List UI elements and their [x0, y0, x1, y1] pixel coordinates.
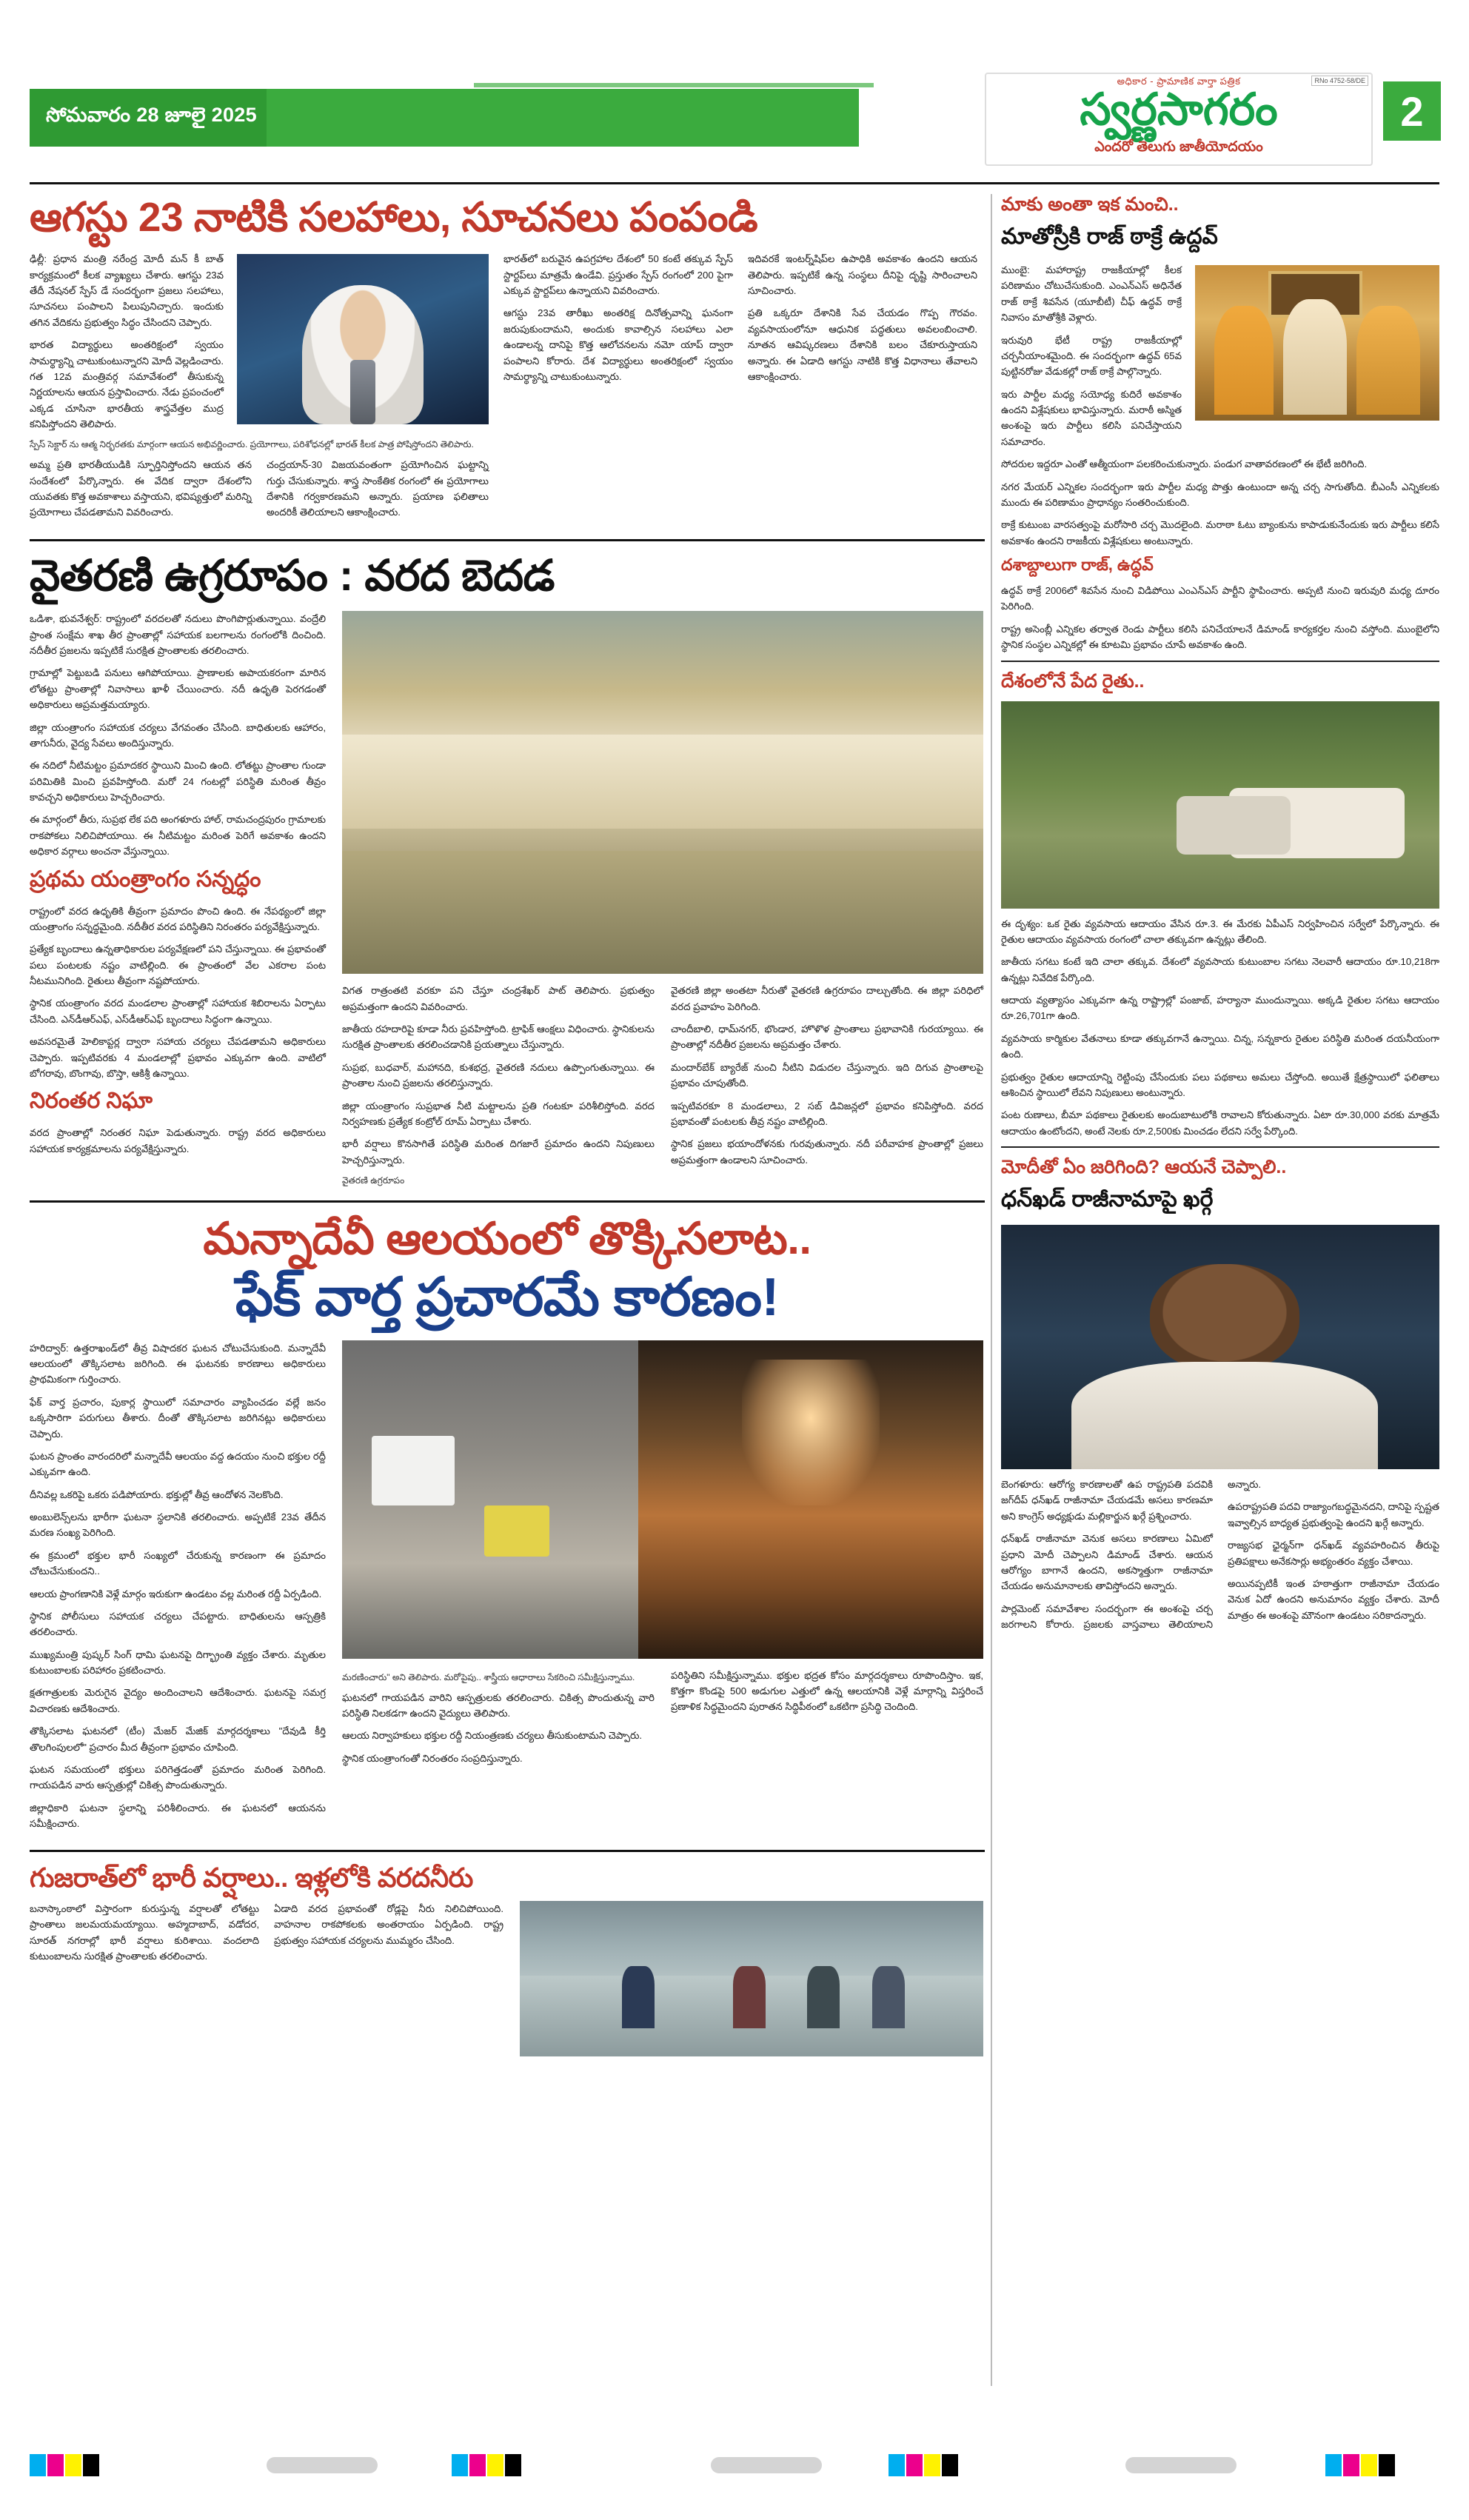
story2-c1b-p1: ప్రత్యేక బృందాలు ఉన్నతాధికారుల పర్యవేక్షణలో పని చేస్తున్నాయి. ఈ ప్రభావంతో పలు పంటలకు నష్టం వాటిల్లింది. ఈ ప్రాంతంలో వేల ఎకరాల పంట నీటమునిగింది. రైతులు తీవ్రంగా నష్టపోయారు. [30, 943, 326, 987]
r-s1b-p0: ఉద్ధవ్ ఠాక్రే 2006లో శివసేన నుంచి విడిపోయి ఎంఎన్ఎస్ పార్టీని స్థాపించారు. అప్పటి నుంచి ఇరువురి మధ్య దూరం పెరిగింది. [1001, 585, 1439, 612]
story2-c3-p0: వైతరణి జిల్లా అంతటా నీరుతో వైతరణి ఉగ్రరూపం దాల్చుతోంది. ఈ జిల్లా పరిధిలో వరద ప్రవాహం పెరిగింది. [671, 985, 983, 1012]
story1-photo-modi [237, 254, 489, 424]
story-gujarat-rains [30, 1862, 985, 2056]
r-story2-photo-farmer [1001, 701, 1439, 909]
story1-para-3: చంద్రయాన్-30 విజయవంతంగా ప్రయోగించిన ఘట్టాన్ని గుర్తు చేసుకున్నారు. శాస్త్ర సాంకేతిక రంగంలో ఈ ప్రయోగాలు దేశానికి గర్వకారణమని అన్నారు. ప్రయాణ ఫలితాలు అందరికీ తెలియాలని ఆకాంక్షించారు. [267, 459, 489, 518]
story1-headline: ఆగస్టు 23 నాటికి సలహాలు, సూచనలు పంపండి [30, 194, 758, 240]
story4-body [30, 1901, 503, 1965]
r-s1-p1: ఇరువురి భేటీ రాష్ట్ర రాజకీయాల్లో చర్చనీయాంశమైంది. ఈ సందర్భంగా ఉద్ధవ్ 65వ పుట్టినరోజు వేడుకల్లో రాజ్ ఠాక్రే పాల్గొన్నారు. [1001, 334, 1182, 378]
page-number: 2 [1383, 81, 1441, 141]
story1-para2-2: ఇదివరకే ఇంటర్న్‌షిప్‌ల ఉపాధికి అవకాశం ఉందని ఆయన తెలిపారు. ఇప్పటికే ఉన్న సంస్థలు దీనిపై దృష్టి సారించాలని సూచించారు. [748, 253, 977, 296]
color-swatch-yellow-3 [924, 2454, 940, 2476]
story3-body-c3 [671, 1668, 983, 1715]
story2-c2-p4: భారీ వర్షాలు కొనసాగితే పరిస్థితి మరింత దిగజారే ప్రమాదం ఉందని నిపుణులు హెచ్చరిస్తున్నారు. [342, 1138, 655, 1166]
story3-c2-p2: స్థానిక యంత్రాంగంతో నిరంతరం సంప్రదిస్తున్నారు. [342, 1752, 523, 1764]
r-story1-photo [1195, 265, 1439, 421]
r-story2-kicker: దేశంలోనే పేద రైతు.. [1001, 670, 1145, 692]
story2-photo-flood [342, 611, 983, 974]
story2-c1-p1: గ్రామాల్లో పెట్టుబడి పనులు ఆగిపోయాయి. ప్రాణాలకు అపాయకరంగా మారిన లోతట్టు ప్రాంతాల్లో నివాసాలు ఖాళీ చేయించారు. నదీ ఉధృతి పెరగడంతో అధికారులు అప్రమత్తమయ్యారు. [30, 667, 326, 711]
story-vaitarani-flood [30, 552, 985, 1203]
story1-para-0: ఢిల్లీ: ప్రధాన మంత్రి నరేంద్ర మోదీ మన్ కీ బాత్ కార్యక్రమంలో కీలక వ్యాఖ్యలు చేశారు. ఆగస్టు 23వ తేదీ నేషనల్ స్పేస్ డే సందర్భంగా ప్రజలు సలహాలు, సూచనలు పంపాలని పిలుపునిచ్చారు. ఇందుకు తగిన వేదికను ప్రభుత్వం సిద్ధం చేసిందని చెప్పారు. [30, 253, 224, 328]
story3-c1b-p2: తొక్కిసలాట ఘటనలో (టీం) మేజర్ మేజిక్ మార్గదర్శకాలు "దేవుడి కీర్తి తొలగింపులలో" ప్రచారం మీద తీవ్రంగా ప్రభావం చూపింది. [30, 1725, 326, 1753]
r-story2-body [1001, 916, 1439, 1140]
color-swatch-yellow-4 [1361, 2454, 1377, 2476]
r-s2-p5: పంట రుణాలు, బీమా పథకాలు రైతులకు అందుబాటులోకి రావాలని కోరుతున్నారు. ఏటా రూ.30,000 వరకు మాత్రమే ఆదాయం ఉంటోందని, అంటే నెలకు రూ.2,500కు మించడం లేదని సర్వే పేర్కొంది. [1001, 1109, 1439, 1137]
story3-headline-line2: ఫేక్ వార్త ప్రచారమే కారణం! [235, 1267, 779, 1327]
color-swatch-cyan-3 [889, 2454, 905, 2476]
story3-divider [30, 1850, 985, 1852]
story3-c1-p2: ఘటన ప్రాంతం వారందరిలో మన్నాదేవీ ఆలయం వద్ద ఉదయం నుంచి భక్తుల రద్దీ ఎక్కువగా ఉంది. [30, 1450, 326, 1478]
story2-body-c3 [671, 983, 983, 1168]
story3-c1b-p3: ఘటన సమయంలో భక్తులు పరిగెత్తడంతో ప్రమాదం మరింత పెరిగింది. గాయపడిన వారు ఆస్పత్రుల్లో చికిత్స పొందుతున్నారు. [30, 1763, 326, 1791]
story2-nigha-p: వరద ప్రాంతాల్లో నిరంతర నిఘా పెడుతున్నారు. రాష్ట్ర వరద అధికారులు సహాయక కార్యక్రమాలను పర్యవేక్షిస్తున్నారు. [30, 1127, 326, 1154]
story2-sub2: నిరంతర నిఘా [30, 1089, 153, 1114]
r-story1-headline: మాతోస్రీకి రాజ్ ఠాక్రే ఉద్దవ్ [1001, 224, 1218, 249]
story4-p0: బనాస్కాంఠాలో విస్తారంగా కురుస్తున్న వర్షాలతో లోతట్టు ప్రాంతాలు జలమయమయ్యాయి. అహ్మదాబాద్, వడోదర, సూరత్ నగరాల్లో భారీ వర్షాలు కురిశాయి. వందలాది కుటుంబాలను సురక్షిత ప్రాంతాలకు తరలించారు. [30, 1902, 259, 1962]
story1-body-left2 [30, 457, 489, 527]
story2-c1-p4: ఈ మార్గంలో తీరు, సుప్రభ లేక పది అంగళూరు హాల్, రామచంద్రపురం గ్రామాలకు రాకపోకలు నిలిచిపోయాయి. ఈ నీటిమట్టం మరింత పెరిగే అవకాశం ఉందని అధికార వర్గాలు అంచనా వేస్తున్నాయి. [30, 814, 326, 858]
story3-photo-caption: మరణించారు" అని తెలిపారు. మరోపైపు.. శాస్త్రీయ ఆధారాలు సేకరించి సమీక్షిస్తున్నాము. [342, 1671, 635, 1682]
color-swatch-black-3 [942, 2454, 958, 2476]
r-story1-body2 [1001, 583, 1439, 653]
r-s1-p3: సోదరుల ఇద్దరూ ఎంతో ఆత్మీయంగా పలకరించుకున్నారు. పండుగ వాతావరణంలో ఈ భేటీ జరిగింది. [1001, 458, 1368, 470]
story3-headline-line1: మన్నాదేవీ ఆలయంలో తొక్కిసలాట.. [203, 1213, 812, 1263]
story3-c1-p1: ఫేక్ వార్త ప్రచారం, పుకార్ల స్థాయిలో సమాచారం వ్యాపించడం వల్లే జనం ఒక్కసారిగా పరుగులు తీశారు. దీంతో తొక్కిసలాట జరిగినట్లు అధికారులు చెప్పారు. [30, 1396, 326, 1440]
story2-c2-p1: జాతీయ రహదారిపై కూడా నీరు ప్రవహిస్తోంది. ట్రాఫిక్ ఆంక్షలు విధించారు. స్థానికులను సురక్షిత ప్రాంతాలకు తరలించడానికి ప్రయత్నాలు చేస్తున్నారు. [342, 1023, 655, 1051]
story-temple-stampede [30, 1213, 985, 1853]
story1-para-1: భారత విద్యార్థులు అంతరిక్షంలో స్వయం సామర్థ్యాన్ని చాటుకుంటున్నారని మోదీ వెల్లడించారు. గత 12వ మంత్రివర్గ సమావేశంలో తీసుకున్న నిర్ణయాలను ఆయన ప్రస్తావించారు. నేడు ప్రపంచంలో ఎక్కడ చూసినా భారతీయ శాస్త్రవేత్తల ముద్ర కనిపిస్తోందని తెలిపారు. [30, 339, 224, 430]
story4-photo-flooded-street [520, 1901, 983, 2056]
story4-p1: ఏడాది వరద ప్రభావంతో రోడ్లపై నీరు నిలిచిపోయింది. వాహనాల రాకపోకలకు అంతరాయం ఏర్పడింది. రాష్ట్ర ప్రభుత్వం సహాయక చర్యలను ముమ్మరం చేసింది. [274, 1902, 503, 1946]
story2-c2-p0: విగత రాత్రంతటి వరకూ పని చేస్తూ చంద్రశేఖర్ పాట్ తెలిపారు. ప్రభుత్వం అప్రమత్తంగా ఉందని వివరించారు. [342, 985, 655, 1012]
r-s3-p2: పార్లమెంట్ సమావేశాల సందర్భంగా ఈ అంశంపై చర్చ జరగాలని కోరారు. ప్రజలకు వాస్తవాలు తెలియాలని అన్నారు. [1001, 1479, 1262, 1630]
r-s2-p1: జాతీయ సగటు కంటే ఇది చాలా తక్కువ. దేశంలో వ్యవసాయ కుటుంబాల సగటు నెలవారీ ఆదాయం రూ.10,218గా ఉన్నట్లు నివేదిక పేర్కొంది. [1001, 956, 1439, 983]
r-story3-kicker: మోదీతో ఏం జరిగింది? ఆయనే చెప్పాలి.. [1001, 1157, 1287, 1177]
story3-c1-p5: ఈ క్రమంలో భక్తుల భారీ సంఖ్యలో చేరుకున్న కారణంగా ఈ ప్రమాదం చోటుచేసుకుందని.. [30, 1549, 326, 1577]
right-column [1001, 194, 1439, 1641]
story2-c3-p4: స్థానిక ప్రజలు భయాందోళనకు గురవుతున్నారు. నదీ పరీవాహక ప్రాంతాల్లో ప్రజలు అప్రమత్తంగా ఉండాలని సూచించారు. [671, 1138, 983, 1166]
r-s1-p4: నగర మేయర్ ఎన్నికల సందర్భంగా ఇరు పార్టీల మధ్య పొత్తు ఉంటుందా అన్న చర్చ సాగుతోంది. బీఎంసీ ఎన్నికలకు ముందు ఈ పరిణామం ప్రాధాన్యం సంతరించుకుంది. [1001, 481, 1439, 508]
story1-para2-3: ప్రతి ఒక్కరూ దేశానికి సేవ చేయడం గొప్ప గౌరవం. వ్యవసాయంలోనూ ఆధునిక పద్ధతులు అవలంబించాలి. నూతన ఆవిష్కరణలు దేశానికి బలం చేకూరుస్తాయని అన్నారు. ఈ ఏడాది ఆగస్టు నాటికి కొత్త విధానాలు తేవాలని ఆకాంక్షించారు. [748, 307, 977, 382]
story-thackeray-meeting [1001, 194, 1439, 662]
story3-c1-p3: దీనివల్ల ఒకరిపై ఒకరు పడిపోయారు. భక్తుల్లో తీవ్ర ఆందోళన నెలకొంది. [30, 1488, 284, 1500]
color-swatch-magenta [47, 2454, 64, 2476]
story2-headline: వైతరణి ఉగ్రరూపం : వరద బెదడ [30, 551, 555, 600]
r-s3-p1: ధన్‌ఖడ్ రాజీనామా వెనుక అసలు కారణాలు ఏమిటో ప్రధాని మోదీ చెప్పాలని డిమాండ్ చేశారు. ఆయన ఆరోగ్యం బాగానే ఉందని, అకస్మాత్తుగా రాజీనామా చేయడం అనుమానాలకు తావిస్తోందని అన్నారు. [1001, 1533, 1213, 1592]
story1-photo-caption: స్పేస్ సెక్టార్ ను ఆత్మ నిర్భరతకు మార్గంగా ఆయన అభివర్ణించారు. ప్రయోగాలు, పరిశోధనల్లో భారత్ కీలక పాత్ర పోషిస్తోందని తెలిపారు. [30, 439, 474, 450]
story2-c1b-p0: రాష్ట్రంలో వరద ఉధృతికి తీవ్రంగా ప్రమాదం పొంచి ఉంది. ఈ నేపథ్యంలో జిల్లా యంత్రాంగం సన్నద్ధమైంది. నదీతీర వరద పరిస్థితిని నిరంతరం పర్యవేక్షిస్తున్నారు. [30, 905, 326, 932]
story1-para2-0: భారత్‌లో బరువైన ఉపగ్రహాల దేశంలో 50 కంటే తక్కువ స్పేస్ స్టార్టప్‌లు మాత్రమే ఉండేవి. ప్రస్తుతం స్పేస్ రంగంలో 200 పైగా ఎక్కువ స్టార్టప్‌లు ఉన్నాయని వివరించారు. [503, 253, 733, 296]
story3-c2-p0: ఘటనలో గాయపడిన వారిని ఆస్పత్రులకు తరలించారు. చికిత్స పొందుతున్న వారి పరిస్థితి నిలకడగా ఉందని వైద్యులు తెలిపారు. [342, 1691, 655, 1719]
color-swatch-black-4 [1379, 2454, 1395, 2476]
registration-gray-1 [267, 2457, 378, 2473]
r-s3-p4: రాజ్యసభ ఛైర్మన్‌గా ధన్‌ఖడ్ వ్యవహరించిన తీరుపై ప్రతిపక్షాలు అనేకసార్లు అభ్యంతరం వ్యక్తం చేశాయి. [1228, 1540, 1439, 1567]
color-swatch-yellow [65, 2454, 81, 2476]
r-story1-kicker: మాకు అంతా ఇక మంచి.. [1001, 194, 1179, 215]
story2-body-c2 [342, 983, 655, 1168]
registration-gray-3 [1125, 2457, 1237, 2473]
color-swatch-cyan [30, 2454, 46, 2476]
story2-c1-p3: ఈ నదిలో నీటిమట్టం ప్రమాదకర స్థాయిని మించి ఉంది. లోతట్టు ప్రాంతాల గుండా పరిమితికి మించి ప్రవహిస్తోంది. మరో 24 గంటల్లో పరిస్థితి మరింత తీవ్రం కావచ్చని అధికారులు హెచ్చరించారు. [30, 760, 326, 803]
story-poor-farmer [1001, 671, 1439, 1149]
color-swatch-cyan-2 [452, 2454, 468, 2476]
story2-c3-p2: మందార్‌బేక్ బ్యారేజ్ నుంచి నీటిని విడుదల చేస్తున్నారు. ఇది దిగువ ప్రాంతాలపై ప్రభావం చూపుతోంది. [671, 1061, 983, 1089]
story3-c1-p7: స్థానిక పోలీసులు సహాయక చర్యలు చేపట్టారు. బాధితులను ఆస్పత్రికి తరలించారు. [30, 1610, 326, 1638]
story3-c1b-p1: క్షతగాత్రులకు మెరుగైన వైద్యం అందించాలని ఆదేశించారు. ఘటనపై సమగ్ర విచారణకు ఆదేశించారు. [30, 1687, 326, 1714]
left-column [30, 194, 985, 2065]
color-swatch-black-2 [505, 2454, 521, 2476]
story1-body-right [503, 251, 977, 391]
registration-badge: RNo 4752-58/DE [1311, 76, 1368, 86]
story2-body-nigha [30, 1125, 326, 1157]
story2-photo-caption: వైతరణి ఉగ్రరూపం [342, 1175, 405, 1186]
masthead-date: సోమవారం 28 జూలై 2025 [46, 104, 257, 126]
story3-c3-p0: పరిస్థితిని సమీక్షిస్తున్నాము. భక్తుల భద్రత కోసం మార్గదర్శకాలు రూపొందిస్తాం. ఇక, కొత్తగా కొండపై 500 అడుగుల ఎత్తులో ఉన్న ఆలయానికి వెళ్లే మార్గాన్ని విస్తరించే ప్రణాళిక సిద్ధమైందని పురాతన సిద్ధిపీఠంలో ఒకటిగా ప్రసిద్ధి చెందింది. [671, 1669, 983, 1713]
color-swatch-magenta-2 [469, 2454, 486, 2476]
r-story1-divider [1001, 661, 1439, 662]
masthead-bottom-rule [30, 182, 1439, 184]
r-s2-p2: ఆదాయ వ్యత్యాసం ఎక్కువగా ఉన్న రాష్ట్రాల్లో పంజాబ్, హర్యానా ముందున్నాయి. అక్కడి రైతుల సగటు ఆదాయం రూ.26,701గా ఉంది. [1001, 995, 1439, 1022]
color-swatch-magenta-3 [906, 2454, 923, 2476]
r-s1b-p1: రాష్ట్ర అసెంబ్లీ ఎన్నికల తర్వాత రెండు పార్టీలు కలిసి పనిచేయాలనే డిమాండ్ కార్యకర్తల నుంచి వస్తోంది. ముంబైలోని స్థానిక సంస్థల ఎన్నికల్లో ఈ కూటమి ప్రభావం చూపే అవకాశం ఉంది. [1001, 623, 1439, 651]
r-s1-p5: ఠాక్రే కుటుంబ వారసత్వంపై మరోసారి చర్చ మొదలైంది. మరాఠా ఓటు బ్యాంకును కాపాడుకునేందుకు ఇరు పార్టీలు కలిసే అవకాశం ఉందని రాజకీయ విశ్లేషకులు అంటున్నారు. [1001, 519, 1439, 547]
r-story1-subhead: దశాబ్దాలుగా రాజ్, ఉద్ధవ్ [1001, 555, 1154, 574]
story-modi-space-day [30, 194, 985, 541]
story3-c1-p6: ఆలయ ప్రాంగణానికి వెళ్లే మార్గం ఇరుకుగా ఉండటం వల్ల మరింత రద్దీ ఏర్పడింది. [30, 1588, 322, 1600]
story3-c1b-p0: ముఖ్యమంత్రి పుష్కర్ సింగ్ ధామి ఘటనపై దిగ్భ్రాంతి వ్యక్తం చేశారు. మృతుల కుటుంబాలకు పరిహారం ప్రకటించారు. [30, 1648, 326, 1677]
masthead [0, 0, 1469, 185]
paper-logo [985, 73, 1370, 169]
story3-photo-crowd [638, 1340, 983, 1659]
story2-c3-p3: ఇప్పటివరకూ 8 మండలాలు, 2 సబ్ డివిజన్లలో ప్రభావం కనిపిస్తోంది. వరద ప్రభావంతో పంటలకు తీవ్ర నష్టం వాటిల్లింది. [671, 1100, 983, 1127]
story1-para2-1: ఆగస్టు 23వ తారీఖు అంతరిక్ష దినోత్సవాన్ని ఘనంగా జరుపుకుందామని, అందుకు కావాల్సిన సలహాలు ఎలా ఉండాలన్న దానిపై కొత్త ఆలోచనలను నమో యాప్ ద్వారా పంపాలని కోరారు. దేశ విద్యార్థులు అంతరిక్షంలో స్వయం సామర్థ్యాన్ని చాటుకుంటున్నారు. [503, 307, 733, 382]
story3-c1-p0: హరిద్వార్: ఉత్తరాఖండ్‌లో తీవ్ర విషాదకర ఘటన చోటుచేసుకుంది. మన్నాదేవీ ఆలయంలో తొక్కిసలాట జరిగింది. ఈ ఘటనకు కారణాలు అధికారులు ప్రాథమికంగా గుర్తించారు. [30, 1342, 326, 1386]
color-swatch-yellow-2 [487, 2454, 503, 2476]
r-s3-p3: ఉపరాష్ట్రపతి పదవి రాజ్యాంగబద్ధమైనదని, దానిపై స్పష్టత ఇవ్వాల్సిన బాధ్యత ప్రభుత్వంపై ఉందని ఖర్గే అన్నారు. [1228, 1501, 1439, 1528]
paper-tagline: ఎందరో తెలుగు జాతీయోదయం [1094, 139, 1263, 155]
print-registration-bar [0, 2444, 1469, 2496]
story3-c1-p4: అంబులెన్స్‌లను భారీగా ఘటనా స్థలానికి తరలించారు. అప్పటికే 23వ తేదీన మరణ సంఖ్య పెరిగింది. [30, 1511, 326, 1539]
story2-c1-p2: జిల్లా యంత్రాంగం సహాయక చర్యలు వేగవంతం చేసింది. బాధితులకు ఆహారం, తాగునీరు, వైద్య సేవలు అందిస్తున్నారు. [30, 721, 326, 749]
r-s1-p2: ఇరు పార్టీల మధ్య సయోధ్య కుదిరే అవకాశం ఉందని విశ్లేషకులు భావిస్తున్నారు. మరాఠీ అస్మిత అంశంపై ఇరు పార్టీలు కలిసి పనిచేస్తాయని సమాచారం. [1001, 388, 1182, 447]
r-story3-headline: ధన్‌ఖడ్ రాజీనామాపై ఖర్గే [1001, 1187, 1214, 1211]
r-s3-p5: అయినప్పటికీ ఇంత హఠాత్తుగా రాజీనామా చేయడం వెనుక ఏదో ఉందని అనుమానం వ్యక్తం చేశారు. మోదీ మాత్రం ఈ అంశంపై మౌనంగా ఉండటం సరికాదన్నారు. [1228, 1577, 1439, 1621]
story3-c1b-p4: జిల్లాధికారి ఘటనా స్థలాన్ని పరిశీలించారు. ఈ ఘటనలో ఆయనను సమీక్షించారు. [30, 1802, 326, 1830]
story3-body-c1 [30, 1340, 326, 1832]
story3-c2-p1: ఆలయ నిర్వాహకులు భక్తుల రద్దీ నియంత్రణకు చర్యలు తీసుకుంటామని చెప్పారు. [342, 1730, 643, 1742]
story3-photo-street [342, 1340, 638, 1659]
story2-c1b-p3: అవసరమైతే హెలికాప్టర్ల ద్వారా సహాయ చర్యలు చేపడతామని అధికారులు చెప్పారు. ఇప్పటివరకు 4 మండలాల్లో ప్రభావం ఎక్కువగా ఉంది. వాటిలో బోగరావు, బొంగావు, బొస్తా, ఆకిశ్రీ ఉన్నాయి. [30, 1036, 326, 1079]
r-s2-p3: వ్యవసాయ కార్మికుల వేతనాలు కూడా తక్కువగానే ఉన్నాయి. చిన్న, సన్నకారు రైతుల పరిస్థితి మరింత దయనీయంగా ఉంది. [1001, 1032, 1439, 1060]
r-s2-p0: ఈ దృశ్యం: ఒక రైతు వ్యవసాయ ఆదాయం వేసిన రూ.3. ఈ మేరకు ఏపీఎస్ నిర్వహించిన సర్వేలో పేర్కొన్నారు. ఈ రైతుల ఆదాయం వ్యవసాయ రంగంలో చాలా తక్కువగా ఉన్నట్లు తేలింది. [1001, 918, 1439, 945]
story2-divider [30, 1200, 985, 1203]
color-swatch-black [83, 2454, 99, 2476]
color-swatch-cyan-4 [1325, 2454, 1342, 2476]
r-story2-divider [1001, 1146, 1439, 1148]
story-dhankhar-resignation [1001, 1157, 1439, 1632]
r-s3-p0: బెంగళూరు: ఆరోగ్య కారణాలతో ఉప రాష్ట్రపతి పదవికి జగ్‌దీప్ ధన్‌ఖడ్ రాజీనామా చేయడమే అసలు కారణమా అని కాంగ్రెస్ అధ్యక్షుడు మల్లికార్జున ఖర్గే ప్రశ్నించారు. [1001, 1479, 1213, 1522]
story2-c1-p0: ఒడిశా, భువనేశ్వర్: రాష్ట్రంలో వరదలతో నదులు పొంగిపొర్లుతున్నాయి. వంద్రేలి ప్రాంత సంక్షేమ శాఖ తీర ప్రాంతాల్లో సహాయక బలగాలను రంగంలోకి దించింది. నదీతీర ప్రజలను ఇప్పటికే సురక్షిత ప్రాంతాలకు తరలించారు. [30, 613, 326, 657]
story4-headline: గుజరాత్‌లో భారీ వర్షాలు.. ఇళ్లలోకి వరదనీరు [30, 1862, 473, 1894]
r-story3-body [1001, 1477, 1439, 1632]
story3-body-c2 [342, 1690, 655, 1767]
story2-c2-p3: జిల్లా యంత్రాంగం సుప్రభాత నీటి మట్టాలను ప్రతి గంటకూ పరిశీలిస్తోంది. వరద నిర్వహణకు ప్రత్యేక కంట్రోల్ రూమ్ ఏర్పాటు చేశారు. [342, 1100, 655, 1127]
story2-body-c1 [30, 611, 326, 859]
story1-divider [30, 539, 985, 541]
story2-c2-p2: సుప్రభ, బుధవార్, మహానది, కుశభద్ర, వైతరణి నదులు ఉప్పొంగుతున్నాయి. ఈ ప్రాంతాల నుంచి ప్రజలను తరలిస్తున్నారు. [342, 1061, 655, 1089]
story2-c3-p1: చాందీబాలి, ధామ్‌నగర్, భొండార, హొళొళ ప్రాంతాలు ప్రభావానికి గురయ్యాయి. ఈ ప్రాంతాల్లో నదీతీర ప్రజలను అప్రమత్తం చేశారు. [671, 1023, 983, 1051]
paper-logo-box [985, 73, 1373, 166]
masthead-rule-light [474, 83, 874, 87]
story2-c1b-p2: స్థానిక యంత్రాంగం వరద మండలాల ప్రాంతాల్లో సహాయక శిబిరాలను ఏర్పాటు చేసింది. ఎన్‌డీఆర్‌ఎఫ్, ఎస్‌డీఆర్‌ఎఫ్ బృందాలు సిద్ధంగా ఉన్నాయి. [30, 997, 326, 1025]
r-s1-p0: ముంబై: మహారాష్ట్ర రాజకీయాల్లో కీలక పరిణామం చోటుచేసుకుంది. ఎంఎన్ఎస్ అధినేత రాజ్ ఠాక్రే శివసేన (యూబీటీ) చీఫ్ ఉద్ధవ్ ఠాక్రే నివాసం మాతోశ్రీకి వెళ్లారు. [1001, 264, 1182, 324]
story2-body-c1b [30, 903, 326, 1082]
r-story3-photo-kharge [1001, 1225, 1439, 1469]
color-swatch-magenta-4 [1343, 2454, 1359, 2476]
paper-top-note: అధికార - ప్రామాణిక వార్తా పత్రిక [1117, 76, 1241, 87]
r-s2-p4: ప్రభుత్వం రైతుల ఆదాయాన్ని రెట్టింపు చేసేందుకు పలు పథకాలు అమలు చేస్తోంది. అయితే క్షేత్రస్థాయిలో ఫలితాలు ఆశించిన స్థాయిలో లేవని నిపుణులు అంటున్నారు. [1001, 1071, 1439, 1098]
story2-sub1: ప్రథమ యంత్రాంగం సన్నద్ధం [30, 866, 261, 892]
column-divider [991, 194, 992, 2386]
story1-para-2: అమ్మ ప్రతి భారతీయుడికి స్ఫూర్తినిస్తోందని ఆయన తన సందేశంలో పేర్కొన్నారు. ఈ వేదిక ద్వారా దేశంలోని యువతకు కొత్త అవకాశాలు వస్తాయని, భవిష్యత్తులో మరిన్ని ప్రయోగాలు చేపడతామని వివరించారు. [30, 459, 252, 518]
registration-gray-2 [711, 2457, 822, 2473]
paper-name: స్వర్ణసాగరం [1080, 84, 1278, 134]
